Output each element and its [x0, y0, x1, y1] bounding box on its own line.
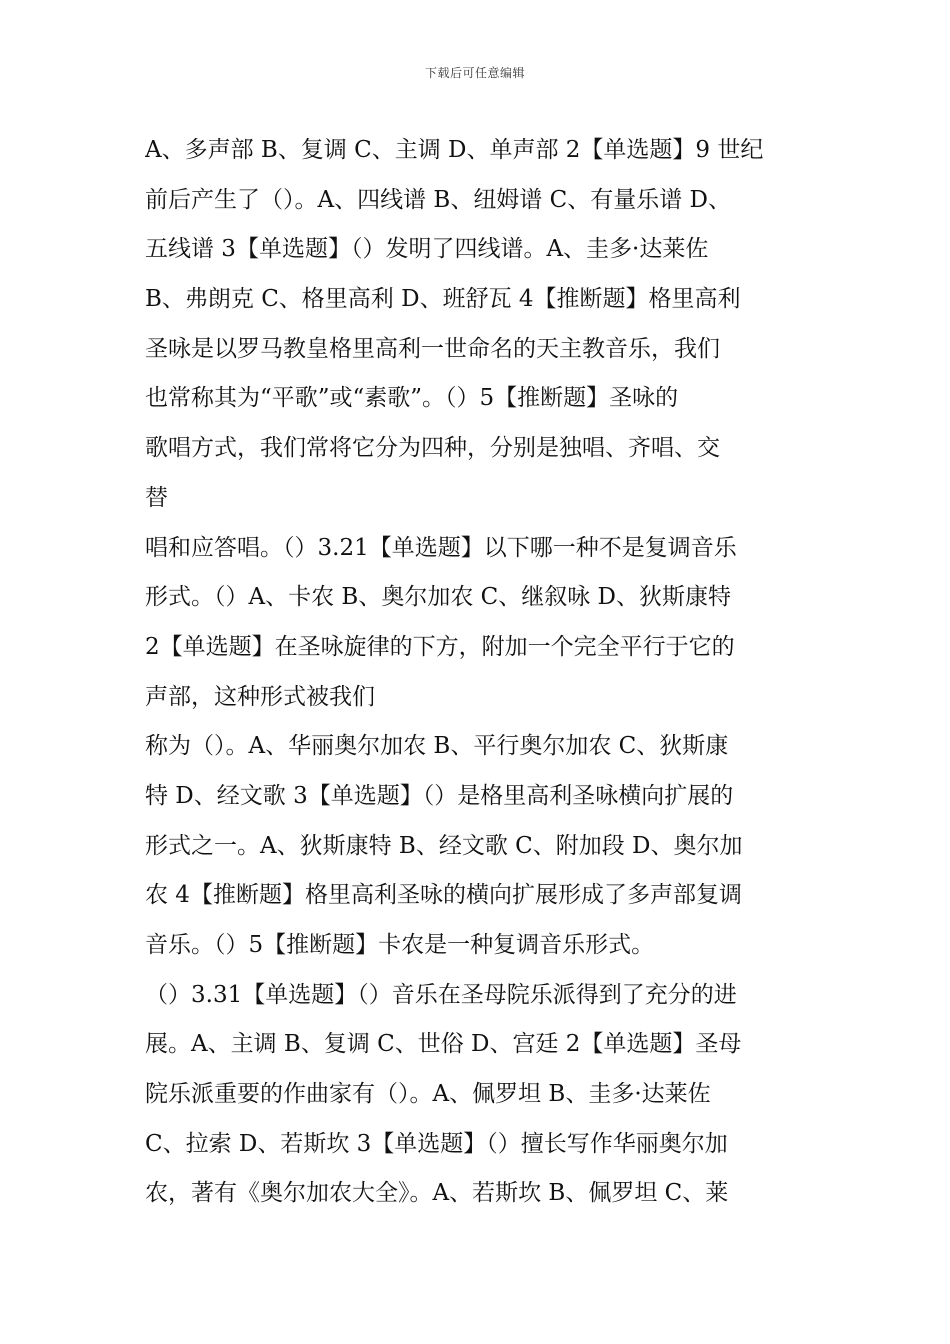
text-line: 音乐。（）5【推断题】卡农是一种复调音乐形式。 [145, 932, 655, 958]
text-line: 称为（）。A、华丽奥尔加农 B、平行奥尔加农 C、狄斯康 [145, 733, 729, 760]
text-line: A、多声部 B、复调 C、主调 D、单声部 2【单选题】9 世纪 [145, 137, 764, 163]
text-line: 2【单选题】在圣咏旋律的下方，附加一个完全平行于它的 [145, 633, 735, 660]
text-line: 替 [145, 484, 168, 511]
text-line: 展。A、主调 B、复调 C、世俗 D、宫廷 2【单选题】圣母 [145, 1031, 742, 1058]
text-line: （）3.31【单选题】（）音乐在圣母院乐派得到了充分的进 [145, 981, 737, 1008]
text-line: 圣咏是以罗马教皇格里高利一世命名的天主教音乐，我们 [145, 335, 720, 362]
text-line: C、拉索 D、若斯坎 3【单选题】（）擅长写作华丽奥尔加 [145, 1130, 728, 1157]
text-line: 声部，这种形式被我们 [145, 683, 375, 710]
text-line: 院乐派重要的作曲家有（）。A、佩罗坦 B、圭多·达莱佐 [145, 1081, 711, 1108]
text-line: B、弗朗克 C、格里高利 D、班舒瓦 4【推断题】格里高利 [145, 286, 741, 313]
text-line: 五线谱 3【单选题】（）发明了四线谱。A、圭多·达莱佐 [145, 236, 709, 263]
text-line: 唱和应答唱。（）3.21【单选题】以下哪一种不是复调音乐 [145, 534, 737, 561]
text-line: 形式之一。A、狄斯康特 B、经文歌 C、附加段 D、奥尔加 [145, 832, 743, 859]
text-line: 农，著有《奥尔加农大全》。A、若斯坎 B、佩罗坦 C、莱 [145, 1180, 729, 1207]
page-header: 下载后可任意编辑 [424, 66, 525, 80]
text-line: 也常称其为“平歌”或“素歌”。（）5【推断题】圣咏的 [145, 385, 679, 412]
document-body [145, 126, 810, 1219]
text-line: 农 4【推断题】格里高利圣咏的横向扩展形成了多声部复调 [145, 882, 742, 909]
text-line: 形式。（）A、卡农 B、奥尔加农 C、继叙咏 D、狄斯康特 [145, 584, 731, 611]
text-line: 歌唱方式，我们常将它分为四种，分别是独唱、齐唱、交 [145, 435, 720, 462]
text-line: 特 D、经文歌 3【单选题】（）是格里高利圣咏横向扩展的 [145, 782, 734, 809]
text-line: 前后产生了（）。A、四线谱 B、纽姆谱 C、有量乐谱 D、 [145, 186, 731, 213]
